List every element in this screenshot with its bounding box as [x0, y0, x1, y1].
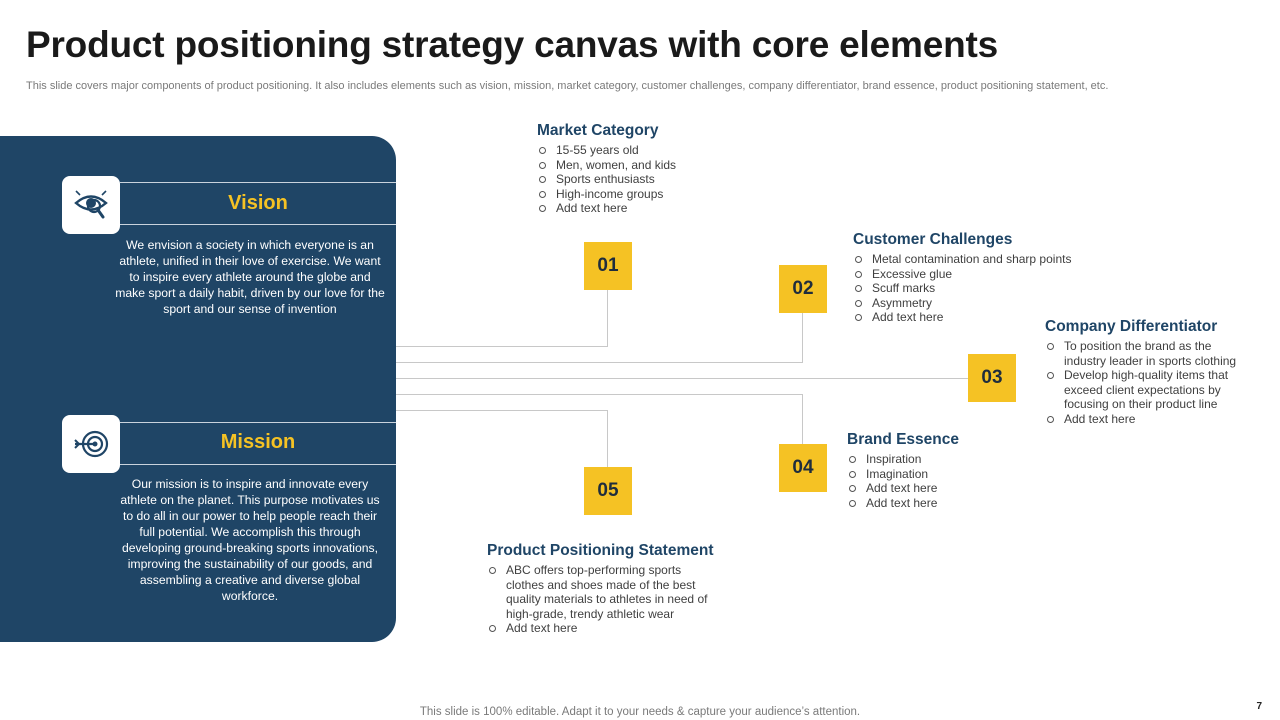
slide-title: Product positioning strategy canvas with core elements — [26, 24, 998, 65]
brand-essence-title: Brand Essence — [847, 431, 959, 448]
connector-02-h — [396, 362, 803, 363]
connector-01-v — [607, 289, 608, 347]
brand-essence-block — [847, 431, 1027, 510]
list-item: Metal contamination and sharp points — [853, 252, 1123, 267]
list-item: Imagination — [847, 467, 1027, 482]
list-item: ABC offers top-performing sports clothes and shoes made of the best quality materials to athletes in need of high-grade, trendy athletic wear — [487, 563, 719, 621]
connector-04-v — [802, 394, 803, 444]
product-positioning-statement-title: Product Positioning Statement — [487, 542, 714, 559]
mission-heading: Mission — [220, 431, 296, 453]
vision-text: We envision a society in which everyone is an athlete, unified in their love of exercise. We want to inspire every athlete around the globe and make sport a daily habit, driven by our love for the sport and our sense of invention — [115, 238, 385, 316]
customer-challenges-title: Customer Challenges — [853, 231, 1013, 248]
vision-icon-box — [62, 176, 120, 234]
list-item: Sports enthusiasts — [537, 172, 777, 187]
list-item: Add text here — [1045, 412, 1250, 427]
vision-heading: Vision — [228, 192, 288, 214]
product-positioning-statement-block — [487, 542, 719, 636]
vision-top-rule — [120, 182, 396, 183]
list-item: Scuff marks — [853, 281, 1123, 296]
vision-mission-panel — [0, 136, 396, 642]
list-item: Add text here — [853, 310, 1123, 325]
number-badge-05: 05 — [584, 467, 632, 515]
customer-challenges-block — [853, 231, 1123, 325]
connector-02-v — [802, 312, 803, 363]
list-item: Add text here — [487, 621, 719, 636]
list-item: Add text here — [847, 496, 1027, 511]
connector-03-h — [396, 378, 968, 379]
mission-text: Our mission is to inspire and innovate every athlete on the planet. This purpose motivates us to do all in our power to help people reach their full potential. We accomplish this through developing ground-breaking sports innovations, improving the sustainability of our goods, and assembling a creative and diverse global workforce. — [120, 477, 380, 603]
connector-01-h — [396, 346, 608, 347]
number-badge-01: 01 — [584, 242, 632, 290]
mission-bottom-rule — [120, 464, 396, 465]
list-item: Add text here — [537, 201, 777, 216]
vision-bottom-rule — [120, 224, 396, 225]
list-item: Excessive glue — [853, 267, 1123, 282]
number-badge-02: 02 — [779, 265, 827, 313]
list-item: Add text here — [847, 481, 1027, 496]
eye-magnifier-icon — [72, 186, 110, 224]
mission-icon-box — [62, 415, 120, 473]
market-category-title: Market Category — [537, 122, 659, 139]
page-number: 7 — [1256, 701, 1262, 712]
list-item: Men, women, and kids — [537, 158, 777, 173]
connector-05-v — [607, 410, 608, 467]
number-badge-03: 03 — [968, 354, 1016, 402]
footer-note: This slide is 100% editable. Adapt it to your needs & capture your audience’s attention. — [419, 706, 861, 718]
company-differentiator-title: Company Differentiator — [1045, 318, 1218, 335]
list-item: Asymmetry — [853, 296, 1123, 311]
list-item: High-income groups — [537, 187, 777, 202]
market-category-block — [537, 122, 777, 216]
company-differentiator-block — [1045, 318, 1250, 426]
slide-subtitle: This slide covers major components of product positioning. It also includes elements such as vision, mission, market category, customer challenges, company differentiator, brand essence, product positioning statement, etc. — [26, 80, 1109, 92]
list-item: Inspiration — [847, 452, 1027, 467]
list-item: 15-55 years old — [537, 143, 777, 158]
list-item: Develop high-quality items that exceed client expectations by focusing on their product line — [1045, 368, 1250, 412]
connector-04-h — [396, 394, 803, 395]
target-dart-icon — [71, 424, 111, 464]
mission-top-rule — [120, 422, 396, 423]
connector-05-h — [396, 410, 608, 411]
list-item: To position the brand as the industry leader in sports clothing — [1045, 339, 1250, 368]
number-badge-04: 04 — [779, 444, 827, 492]
